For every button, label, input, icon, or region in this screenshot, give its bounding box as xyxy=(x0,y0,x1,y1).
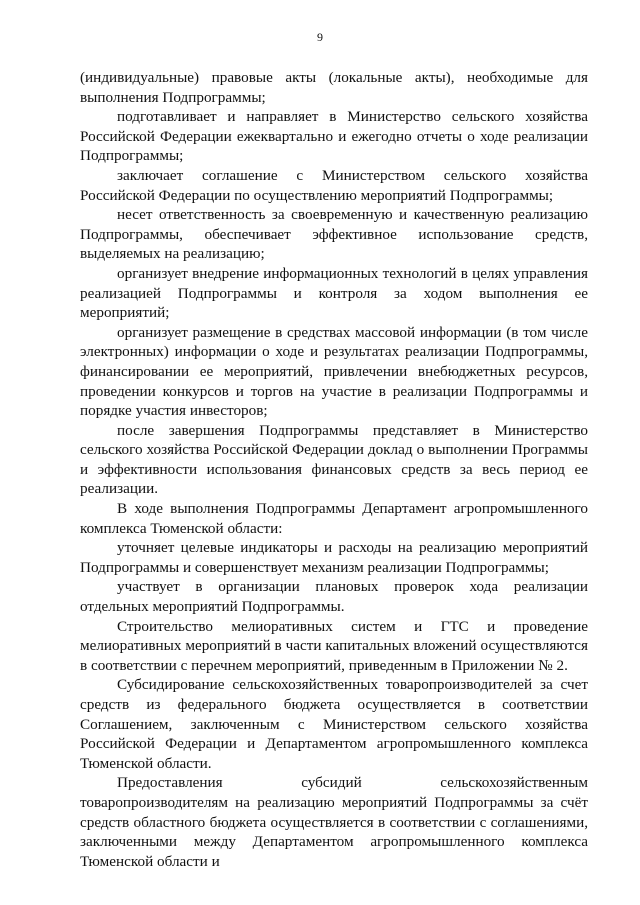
paragraph-department-intro: В ходе выполнения Подпрограммы Департамент агропромышленного комплекса Тюменской области: xyxy=(80,500,588,537)
paragraph-federal-subsidies: Субсидирование сельскохозяйственных товаропроизводителей за счет средств из федерального бюджета осуществляется в соответствии Соглашением, заключенным с Министерством сельского хозяйства Российской Федерации и Департаментом агропромышленного комплекса Тюменской области. xyxy=(80,676,588,772)
document-body xyxy=(80,68,588,871)
paragraph-media-placement: организует размещение в средствах массовой информации (в том числе электронных) информации о ходе и результатах реализации Подпрограммы, финансировании ее мероприятий, привлечении внебюджетных ресурсов, проведении конкурсов и торгов на участие в реализации Подпрограммы и порядке участия инвесторов; xyxy=(80,323,588,420)
paragraph-inspections: участвует в организации плановых проверок хода реализации отдельных мероприятий Подпрограммы. xyxy=(80,578,588,616)
paragraph-indicators: уточняет целевые индикаторы и расходы на реализацию мероприятий Подпрограммы и совершенствует механизм реализации Подпрограммы; xyxy=(80,539,588,576)
paragraph-it-implementation: организует внедрение информационных технологий в целях управления реализацией Подпрограммы и контроля за ходом выполнения ее мероприятий; xyxy=(80,264,588,322)
paragraph-final-report: после завершения Подпрограммы представляет в Министерство сельского хозяйства Российской Федерации доклад о выполнении Программы и эффективности использования финансовых средств за весь период ее реализации. xyxy=(80,421,588,498)
paragraph-regional-subsidies: Предоставления субсидий сельскохозяйственным товаропроизводителям на реализацию мероприятий Подпрограммы за счёт средств областного бюджета осуществляется в соответствии с соглашениями, заключенными между Департаментом агропромышленного комплекса Тюменской области и xyxy=(80,774,588,870)
page-number: 9 xyxy=(317,30,323,44)
paragraph-responsibility: несет ответственность за своевременную и качественную реализацию Подпрограммы, обеспечивает эффективное использование средств, выделяемых на реализацию; xyxy=(80,206,588,263)
paragraph-reports: подготавливает и направляет в Министерство сельского хозяйства Российской Федерации ежеквартально и ежегодно отчеты о ходе реализации Подпрограммы; xyxy=(80,108,588,165)
paragraph-agreement: заключает соглашение с Министерством сельского хозяйства Российской Федерации по осуществлению мероприятий Подпрограммы; xyxy=(80,166,588,204)
paragraph-continuation: (индивидуальные) правовые акты (локальные акты), необходимые для выполнения Подпрограммы; xyxy=(80,69,588,106)
paragraph-construction: Строительство мелиоративных систем и ГТС и проведение мелиоративных мероприятий в части капитальных вложений осуществляются в соответствии с перечнем мероприятий, приведенным в Приложении № 2. xyxy=(80,617,588,674)
